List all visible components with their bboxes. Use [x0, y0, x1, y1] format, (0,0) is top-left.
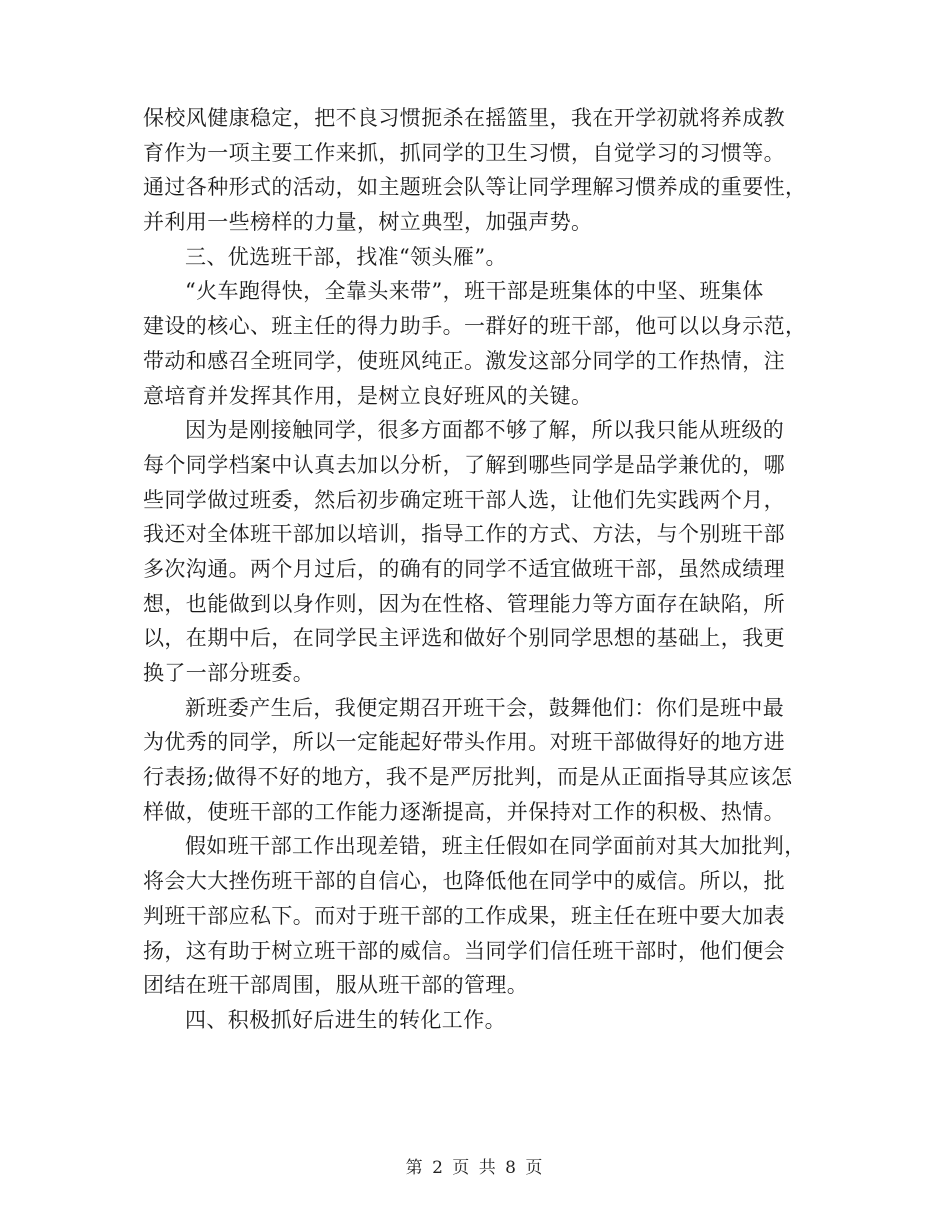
text-line: 为优秀的同学，所以一定能起好带头作用。对班干部做得好的地方进: [143, 730, 785, 755]
text-line: 带动和感召全班同学，使班风纯正。激发这部分同学的工作热情，注: [143, 348, 785, 373]
text-line: 团结在班干部周围，服从班干部的管理。: [143, 973, 529, 998]
section-heading: 三、优选班干部，找准“领头雁”。: [185, 244, 507, 269]
text-line: 建设的核心、班主任的得力助手。一群好的班干部，他可以以身示范，: [143, 314, 807, 339]
text-line: 通过各种形式的活动，如主题班会队等让同学理解习惯养成的重要性，: [143, 175, 807, 200]
text-line: 多次沟通。两个月过后，的确有的同学不适宜做班干部，虽然成绩理: [143, 556, 785, 581]
text-line: 行表扬;做得不好的地方，我不是严厉批判，而是从正面指导其应该怎: [143, 765, 793, 790]
document-body: [143, 101, 811, 1038]
text-line: 保校风健康稳定，把不良习惯扼杀在摇篮里，我在开学初就将养成教: [143, 106, 785, 130]
text-line: 因为是刚接触同学，很多方面都不够了解，所以我只能从班级的: [185, 418, 785, 443]
text-line: 每个同学档案中认真去加以分析，了解到哪些同学是品学兼优的，哪: [143, 452, 785, 477]
section-heading: 四、积极抓好后进生的转化工作。: [185, 1007, 506, 1032]
text-line: 些同学做过班委，然后初步确定班干部人选，让他们先实践两个月，: [143, 487, 785, 512]
text-line: 将会大大挫伤班干部的自信心，也降低他在同学中的威信。所以，批: [143, 869, 785, 894]
text-line: 意培育并发挥其作用，是树立良好班风的关键。: [143, 383, 593, 408]
text-line: 新班委产生后，我便定期召开班干会，鼓舞他们：你们是班中最: [185, 695, 785, 720]
page-number-footer: 第 2 页 共 8 页: [405, 1158, 545, 1178]
text-line: 想，也能做到以身作则，因为在性格、管理能力等方面存在缺陷，所: [143, 591, 785, 616]
text-line: 以，在期中后，在同学民主评选和做好个别同学思想的基础上，我更: [143, 626, 785, 651]
text-line: 扬，这有助于树立班干部的威信。当同学们信任班干部时，他们便会: [143, 938, 785, 963]
text-line: 我还对全体班干部加以培训，指导工作的方式、方法，与个别班干部: [143, 522, 785, 547]
text-line: 育作为一项主要工作来抓，抓同学的卫生习惯，自觉学习的习惯等。: [143, 140, 785, 165]
text-line: 判班干部应私下。而对于班干部的工作成果，班主任在班中要大加表: [143, 903, 785, 928]
text-line: 并利用一些榜样的力量，树立典型，加强声势。: [143, 210, 593, 235]
text-line: 换了一部分班委。: [143, 661, 315, 685]
text-line: 样做，使班干部的工作能力逐渐提高，并保持对工作的积极、热情。: [143, 799, 785, 824]
text-line: “火车跑得快，全靠头来带”，班干部是班集体的中坚、班集体: [185, 279, 764, 304]
text-line: 假如班干部工作出现差错，班主任假如在同学面前对其大加批判，: [185, 834, 806, 859]
